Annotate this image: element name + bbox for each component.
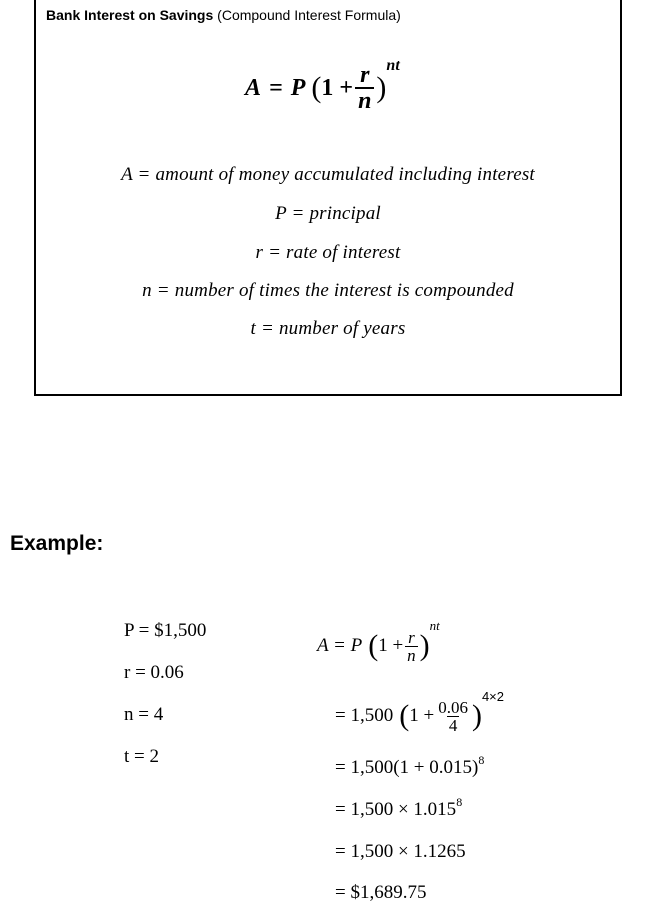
example-step-3 xyxy=(335,752,485,779)
step5-text: = 1,500 × 1.1265 xyxy=(335,841,466,862)
example-step-6 xyxy=(335,882,426,904)
step1-lhs: A = P xyxy=(317,635,363,656)
step2-right-paren: ) xyxy=(471,699,482,732)
formula-denominator: n xyxy=(355,87,374,113)
formula-principal: P xyxy=(290,74,306,101)
formula-fraction xyxy=(355,63,374,113)
example-var-n: n = 4 xyxy=(124,704,164,725)
step1-one-plus: 1 + xyxy=(378,635,404,656)
step4-text: = 1,500 × 1.015 xyxy=(335,799,457,820)
example-var-r: r = 0.06 xyxy=(124,662,184,683)
formula-one-plus: 1 + xyxy=(321,74,354,101)
step1-left-paren: ( xyxy=(368,629,379,662)
formula-box xyxy=(34,0,622,396)
step2-numerator: 0.06 xyxy=(438,697,468,717)
step4-exponent: 8 xyxy=(456,794,463,809)
step1-denominator: n xyxy=(407,645,416,665)
example-step-1 xyxy=(317,620,440,672)
example-step-4 xyxy=(335,794,463,821)
formula-equals: = xyxy=(269,74,283,101)
definition-n: n = number of times the interest is compounded xyxy=(142,280,514,301)
example-var-p: P = $1,500 xyxy=(124,620,207,641)
box-title-bold: Bank Interest on Savings xyxy=(46,7,214,23)
formula-left-paren: ( xyxy=(311,71,322,104)
example-heading: Example: xyxy=(10,532,104,555)
step1-numerator: r xyxy=(408,627,415,647)
step3-exponent: 8 xyxy=(478,752,485,767)
compound-interest-formula xyxy=(245,56,400,120)
definition-r: r = rate of interest xyxy=(255,242,401,263)
definition-t: t = number of years xyxy=(250,318,406,339)
example-step-5 xyxy=(335,841,466,863)
formula-lhs: A xyxy=(245,74,262,101)
step2-fraction xyxy=(436,699,470,734)
box-title-rest: (Compound Interest Formula) xyxy=(213,7,401,23)
step2-left-paren: ( xyxy=(399,699,410,732)
formula-right-paren: ) xyxy=(376,71,387,104)
step2-one-plus: 1 + xyxy=(409,705,435,726)
example-step-2 xyxy=(335,688,504,744)
step1-exponent: nt xyxy=(429,618,440,633)
definition-a: A = amount of money accumulated including interest xyxy=(121,164,535,185)
step1-right-paren: ) xyxy=(419,629,430,662)
formula-exponent: nt xyxy=(386,57,400,74)
formula-numerator: r xyxy=(360,62,370,88)
step2-exponent: 4×2 xyxy=(481,688,504,704)
box-title xyxy=(46,7,401,23)
step1-fraction xyxy=(405,629,418,664)
example-var-t: t = 2 xyxy=(124,746,159,767)
step6-text: = $1,689.75 xyxy=(335,882,427,903)
definition-p: P = principal xyxy=(275,203,381,224)
step3-text: = 1,500(1 + 0.015) xyxy=(335,757,479,778)
step2-denominator: 4 xyxy=(448,715,458,735)
step2-prefix: = 1,500 xyxy=(335,705,394,726)
